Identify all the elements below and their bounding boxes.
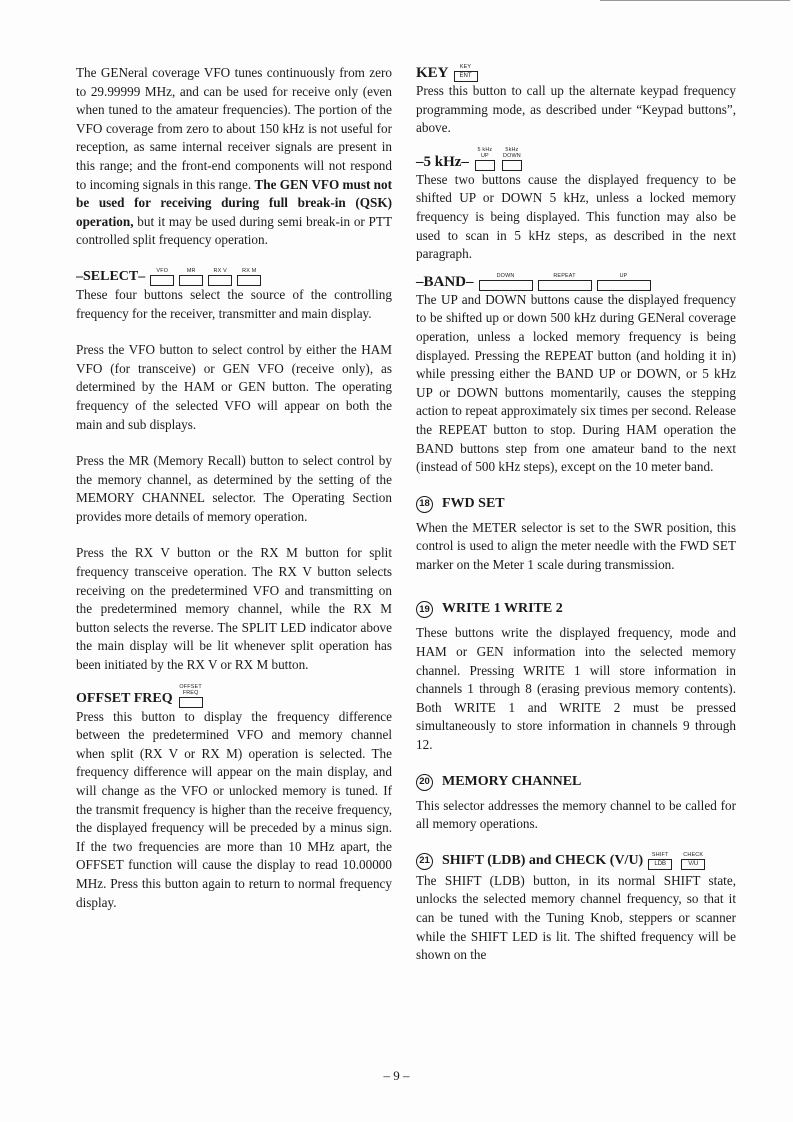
page-number: – 9 –	[383, 1068, 410, 1083]
ent-key-box[interactable]: ENT	[454, 71, 478, 82]
vfo-key-label: VFO	[156, 267, 169, 274]
select-paragraph: These four buttons select the source of the controlling frequency for the receiver, transmitter and main display.	[76, 286, 392, 321]
5khz-down-key[interactable]	[501, 147, 523, 171]
5khz-down-label: 5kHz DOWN	[502, 146, 521, 159]
rx-paragraph: Press the RX V button or the RX M button for split frequency transceive operation. The RX V button selects receiving on the predetermined VFO and transmitting on the predetermined memory channel, while the RX M button selects the reverse. The SPLIT LED indicator above the main display will be lit whenever split operation has been initiated by the RX V or RX M button.	[76, 545, 392, 673]
offset-freq-key[interactable]	[178, 684, 204, 708]
band-up-box[interactable]	[597, 280, 651, 291]
key-key-group	[454, 64, 483, 82]
mr-key[interactable]	[179, 268, 203, 286]
item-21-number: 21	[416, 853, 433, 870]
khz-heading	[416, 147, 736, 171]
write-paragraph: These buttons write the displayed frequency, mode and HAM or GEN information into the selected memory channel. Pressing WRITE 1 will store information in channels 1 through 8 (erasing previous memory contents). Both WRITE 1 and WRITE 2 must be pressed simultaneously to store information in channels 9 through 12.	[416, 625, 736, 753]
vu-key-box[interactable]: V/U	[681, 859, 705, 870]
5khz-up-box[interactable]	[475, 160, 495, 171]
shift-check-heading	[416, 852, 736, 870]
key-paragraph: Press this button to call up the alternate keypad frequency programming mode, as described under “Keypad buttons”, above.	[416, 83, 736, 136]
band-up-key[interactable]	[597, 273, 651, 291]
vfo-key[interactable]	[150, 268, 174, 286]
ent-key[interactable]	[454, 64, 478, 82]
write-heading	[416, 600, 736, 618]
mr-key-box[interactable]	[179, 275, 203, 286]
band-heading	[416, 273, 736, 291]
memory-channel-heading	[416, 773, 736, 791]
band-repeat-box[interactable]	[538, 280, 592, 291]
shift-check-key-group	[648, 852, 710, 870]
rx-m-key-label: RX M	[242, 267, 257, 274]
memory-channel-title: MEMORY CHANNEL	[442, 773, 582, 789]
key-heading	[416, 64, 736, 82]
fwd-set-heading	[416, 495, 736, 513]
gen-vfo-paragraph	[76, 64, 392, 250]
key-title: KEY	[416, 65, 449, 81]
gen-vfo-tail: but it may be used during semi break-in or PTT controlled split frequency operation.	[76, 213, 392, 248]
vfo-key-box[interactable]	[150, 275, 174, 286]
gen-vfo-text: The GENeral coverage VFO tunes continuously from zero to 29.99999 MHz, and can be used for receive only (even when tuned to the amateur frequencies). The portion of the VFO coverage from zero to about 150 kHz is not useful for reception, as same internal receiver signals are present in this range; and the front-end components will not respond to incoming signals in this range.	[76, 65, 392, 192]
select-heading	[76, 268, 392, 286]
band-repeat-key[interactable]	[538, 273, 592, 291]
band-paragraph: The UP and DOWN buttons cause the displayed frequency to be shifted up or down 500 kHz during GENeral coverage operation, unless a locked memory frequency is being displayed. Pressing the REPEAT button (and holding it in) while pressing either the BAND UP or DOWN, or 5 kHz UP or DOWN buttons momentarily, causes the stepping action to repeat approximately six times per second. Release the REPEAT button to stop. During HAM operation the BAND buttons step from one amateur band to the next (instead of 500 kHz steps), except on the 10 meter band.	[416, 291, 736, 475]
khz-key-group	[474, 147, 528, 171]
khz-title: –5 kHz–	[416, 153, 469, 170]
item-20-number: 20	[416, 774, 433, 791]
mr-paragraph: Press the MR (Memory Recall) button to select control by the memory channel, as determined by the setting of the MEMORY CHANNEL selector. The Operating Section provides more details of memory operation.	[76, 453, 392, 524]
band-title: –BAND–	[416, 273, 474, 290]
write-title: WRITE 1 WRITE 2	[442, 601, 563, 617]
left-column	[76, 64, 392, 912]
band-up-label: UP	[619, 272, 628, 279]
top-rule	[600, 0, 790, 1]
shift-check-title: SHIFT (LDB) and CHECK (V/U)	[442, 852, 644, 868]
rx-v-key[interactable]	[208, 268, 232, 286]
mr-key-label: MR	[186, 267, 196, 274]
check-key-label: CHECK	[683, 851, 704, 858]
shift-check-paragraph: The SHIFT (LDB) button, in its normal SHIFT state, unlocks the selected memory channel frequency, so that it can be tuned with the Tuning Knob, steppers or scanner while the SHIFT LED is lit. The shifted frequency will be shown on the	[416, 872, 736, 963]
band-repeat-label: REPEAT	[553, 272, 576, 279]
item-18-number: 18	[416, 496, 433, 513]
shift-key-label: SHIFT	[651, 851, 669, 858]
band-down-box[interactable]	[479, 280, 533, 291]
vfo-paragraph: Press the VFO button to select control by either the HAM VFO (for transceive) or GEN VFO (receive only), as determined by the HAM or GEN button. The operating frequency of the selected VFO will appear on both the main and sub displays.	[76, 342, 392, 432]
5khz-up-key[interactable]	[474, 147, 496, 171]
ldb-key-box[interactable]: LDB	[648, 859, 672, 870]
khz-paragraph: These two buttons cause the displayed frequency to be shifted UP or DOWN 5 kHz, unless a locked memory frequency is being displayed. This function may also be used to scan in 5 kHz steps, as described in the next paragraph.	[416, 171, 736, 262]
fwd-set-paragraph: When the METER selector is set to the SWR position, this control is used to align the meter needle with the FWD SET marker on the Meter 1 scale during transmission.	[416, 519, 736, 572]
rx-v-key-box[interactable]	[208, 275, 232, 286]
shift-ldb-key[interactable]	[648, 852, 672, 870]
memory-channel-paragraph: This selector addresses the memory channel to be called for all memory operations.	[416, 797, 736, 832]
select-key-group	[150, 268, 266, 286]
band-down-key[interactable]	[479, 273, 533, 291]
band-key-group	[479, 273, 656, 291]
offset-heading	[76, 684, 392, 708]
fwd-set-title: FWD SET	[442, 495, 505, 511]
gen-vfo-warning: The GEN VFO must not be used for receiving during full break-in (QSK) operation,	[76, 176, 392, 229]
5khz-down-box[interactable]	[502, 160, 522, 171]
offset-key-label: OFFSET FREQ	[179, 683, 202, 696]
right-column	[416, 64, 736, 965]
band-down-label: DOWN	[496, 272, 515, 279]
offset-paragraph: Press this button to display the frequency difference between the predetermined VFO and memory channel when split (RX V or RX M) operation is selected. The frequency difference will appear on the main display, and will change as the VFO or unlocked memory is tuned. If the transmit frequency is higher than the receive frequency, the displayed frequency will be preceded by a minus sign. If the two frequencies are more than 10 MHz apart, the OFFSET function will cause the display to read 10.00000 MHz. Press this button again to return to normal frequency display.	[76, 708, 392, 910]
rx-m-key-box[interactable]	[237, 275, 261, 286]
check-vu-key[interactable]	[681, 852, 705, 870]
offset-title: OFFSET FREQ	[76, 690, 173, 706]
5khz-up-label: 5 kHz UP	[477, 146, 493, 159]
offset-key-box[interactable]	[179, 697, 203, 708]
ent-key-label: KEY	[459, 64, 472, 70]
offset-key-group	[178, 684, 209, 708]
rx-v-key-label: RX V	[213, 267, 227, 274]
select-title: –SELECT–	[76, 268, 146, 284]
rx-m-key[interactable]	[237, 268, 261, 286]
item-19-number: 19	[416, 601, 433, 618]
